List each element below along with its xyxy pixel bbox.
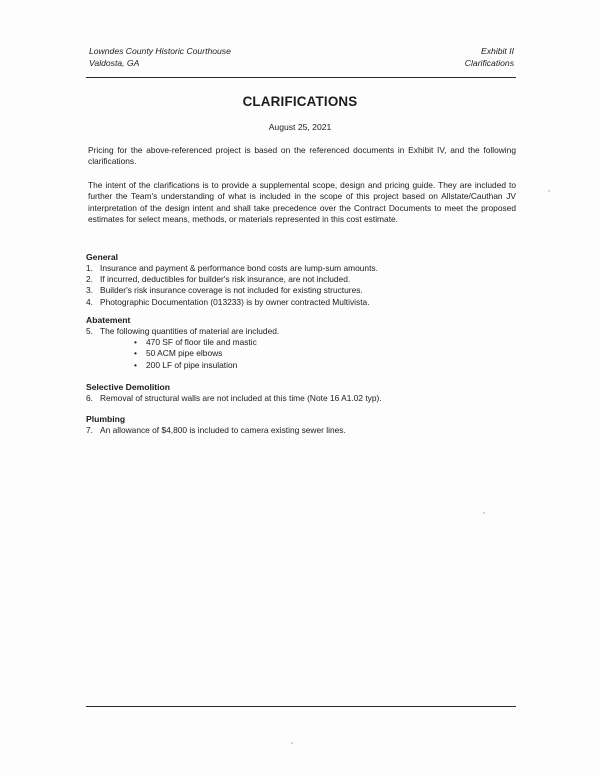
section-heading-abatement: Abatement xyxy=(86,315,131,325)
item-text: Removal of structural walls are not included at this time (Note 16 A1.02 typ). xyxy=(100,393,382,403)
list-item xyxy=(86,263,516,274)
bullet-item xyxy=(134,348,516,359)
list-item xyxy=(86,274,516,285)
item-number: 1. xyxy=(86,263,93,273)
document-date: August 25, 2021 xyxy=(268,122,332,132)
page-title: CLARIFICATIONS xyxy=(242,94,358,109)
abatement-list xyxy=(86,326,516,371)
item-number: 7. xyxy=(86,425,93,435)
section-heading-demolition: Selective Demolition xyxy=(86,382,171,392)
project-name: Lowndes County Historic Courthouse xyxy=(89,46,231,56)
bullet-text: 470 SF of floor tile and mastic xyxy=(146,337,257,348)
item-text: Insurance and payment & performance bond costs are lump-sum amounts. xyxy=(100,263,378,273)
scan-speck xyxy=(548,190,550,192)
bullet-glyph: • xyxy=(134,348,137,359)
list-item xyxy=(86,285,516,296)
header-left xyxy=(89,46,231,69)
item-text: Photographic Documentation (013233) is by owner contracted Multivista. xyxy=(100,296,370,307)
footer-rule xyxy=(86,706,516,707)
section-heading-plumbing: Plumbing xyxy=(86,414,126,424)
intro-paragraph: Pricing for the above-referenced project is based on the referenced documents in Exhibit IV, and the following clarifications. xyxy=(88,145,516,167)
item-text: The following quantities of material are included. xyxy=(100,326,280,336)
item-text: An allowance of $4,800 is included to camera existing sewer lines. xyxy=(100,425,346,435)
bullet-item xyxy=(134,360,516,371)
bullet-glyph: • xyxy=(134,359,137,370)
item-number: 6. xyxy=(86,393,93,403)
item-number: 4. xyxy=(86,296,93,307)
project-location: Valdosta, GA xyxy=(89,57,140,68)
scan-speck xyxy=(291,742,293,744)
bullet-item xyxy=(134,337,516,348)
demolition-list xyxy=(86,393,516,404)
header-rule xyxy=(86,77,516,78)
item-text: If incurred, deductibles for builder's risk insurance, are not included. xyxy=(100,274,351,285)
bullet-text: 200 LF of pipe insulation xyxy=(146,359,238,370)
exhibit-name: Clarifications xyxy=(464,57,514,68)
list-item xyxy=(86,297,516,308)
list-item xyxy=(86,326,516,371)
section-heading-general: General xyxy=(86,252,119,262)
list-item xyxy=(86,425,516,436)
plumbing-list xyxy=(86,425,516,436)
item-number: 2. xyxy=(86,274,93,285)
bullet-glyph: • xyxy=(134,337,137,348)
header-right xyxy=(465,46,514,69)
bullet-text: 50 ACM pipe elbows xyxy=(146,348,223,359)
list-item xyxy=(86,393,516,404)
general-list xyxy=(86,263,516,308)
item-number: 3. xyxy=(86,285,93,296)
scan-speck xyxy=(483,512,485,514)
item-number: 5. xyxy=(86,326,93,336)
material-bullet-list xyxy=(100,337,516,371)
exhibit-number: Exhibit II xyxy=(481,46,514,56)
item-text: Builder's risk insurance coverage is not included for existing structures. xyxy=(100,285,363,296)
intent-paragraph: The intent of the clarifications is to provide a supplemental scope, design and pricing guide. They are included to further the Team's understanding of what is included in the scope of this project based on Allstate/Cauthan JV interpretation of the design intent and shall take precedence over the Contract Documents to meet the proposed estimates for select means, methods, or materials represented in this cost estimate. xyxy=(88,180,516,225)
